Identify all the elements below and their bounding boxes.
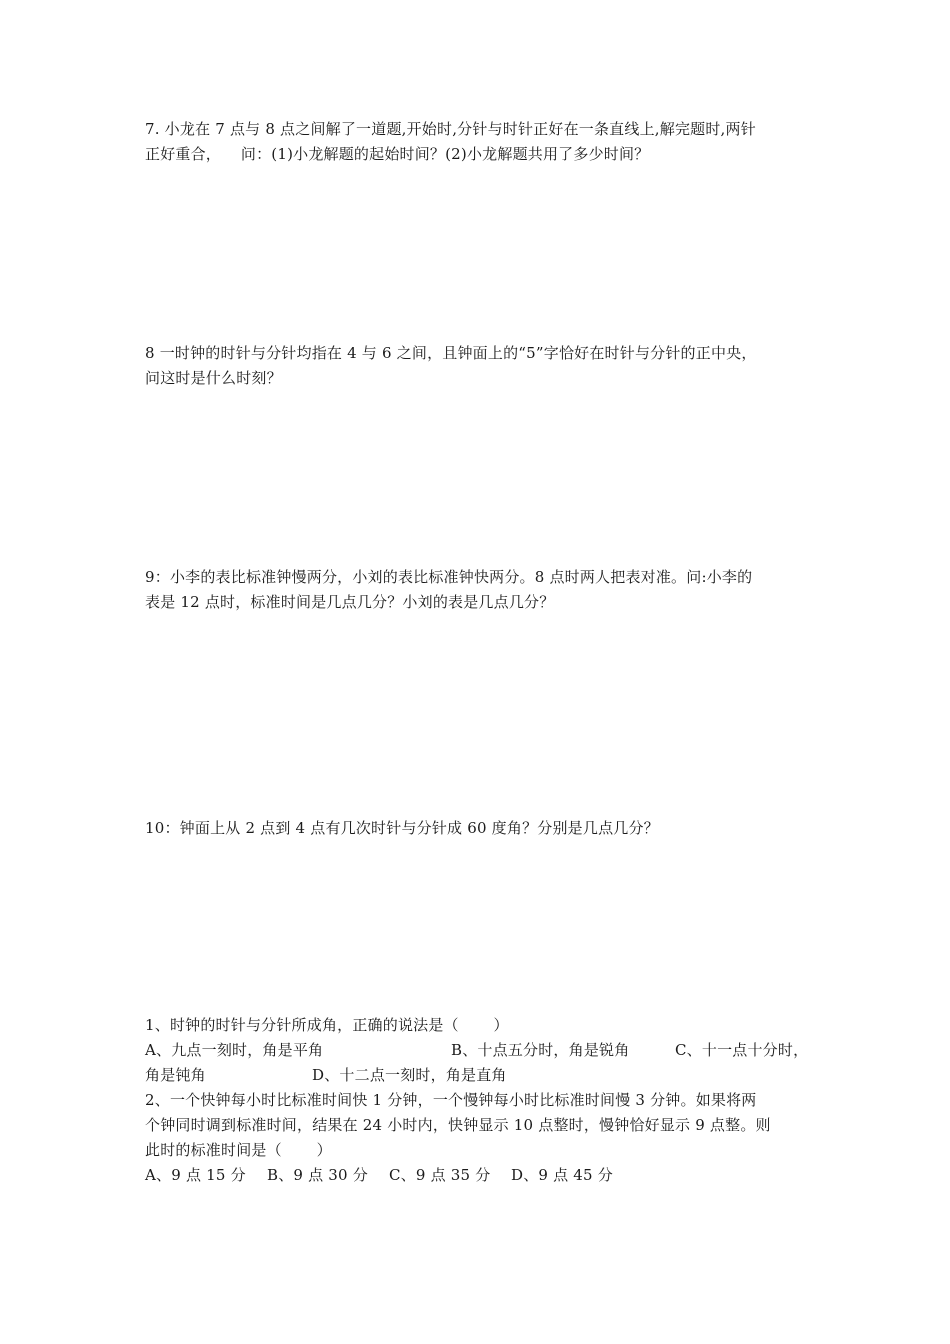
mc2-option-d: D、9 点 45 分 [511, 1166, 613, 1184]
mc1-options-row-2 [145, 1063, 809, 1088]
mc2-stem-line-2: 个钟同时调到标准时间，结果在 24 小时内，快钟显示 10 点整时，慢钟恰好显示 9 点整。则 [145, 1116, 771, 1134]
mc2-option-b: B、9 点 30 分 [267, 1166, 368, 1184]
mc2-option-a: A、9 点 15 分 [145, 1166, 246, 1184]
question-9-line-1: 9：小李的表比标准钟慢两分，小刘的表比标准钟快两分。8 点时两人把表对准。问:小李的 [145, 568, 753, 586]
mc2-option-c: C、9 点 35 分 [389, 1166, 491, 1184]
mc1-option-c: C、十一点十分时， [675, 1041, 809, 1059]
mc1-option-b: B、十点五分时，角是锐角 [451, 1041, 630, 1059]
question-8-line-1: 8 一时钟的时针与分针均指在 4 与 6 之间，且钟面上的“5”字恰好在时针与分针的正中央， [145, 344, 757, 362]
mc1-option-a: A、九点一刻时，角是平角 [145, 1041, 324, 1059]
mc1-options-row-1 [145, 1038, 809, 1063]
question-8-line-2: 问这时是什么时刻？ [145, 369, 282, 387]
mc1-stem: 1、时钟的时针与分针所成角，正确的说法是（ ） [145, 1016, 509, 1034]
question-8 [145, 341, 809, 391]
mc2-options-row [145, 1163, 809, 1188]
question-9-line-2: 表是 12 点时，标准时间是几点几分？小刘的表是几点几分？ [145, 593, 555, 611]
question-10 [145, 816, 809, 841]
question-7 [145, 117, 809, 167]
mc1-option-d: D、十二点一刻时，角是直角 [312, 1066, 507, 1084]
question-7-line-1: 7. 小龙在 7 点与 8 点之间解了一道题,开始时,分针与时针正好在一条直线上,解完题时,两针 [145, 120, 756, 138]
mc1-option-c-continued: 角是钝角 [145, 1066, 206, 1084]
question-9 [145, 565, 809, 615]
question-7-line-2: 正好重合， 问：(1)小龙解题的起始时间？(2)小龙解题共用了多少时间？ [145, 145, 650, 163]
mc2-stem-line-3: 此时的标准时间是（ ） [145, 1141, 332, 1159]
mc2-stem-line-1: 2、一个快钟每小时比标准时间快 1 分钟，一个慢钟每小时比标准时间慢 3 分钟。如果将两 [145, 1091, 757, 1109]
question-10-line-1: 10：钟面上从 2 点到 4 点有几次时针与分针成 60 度角？分别是几点几分？ [145, 819, 659, 837]
multiple-choice-section [145, 1013, 809, 1188]
